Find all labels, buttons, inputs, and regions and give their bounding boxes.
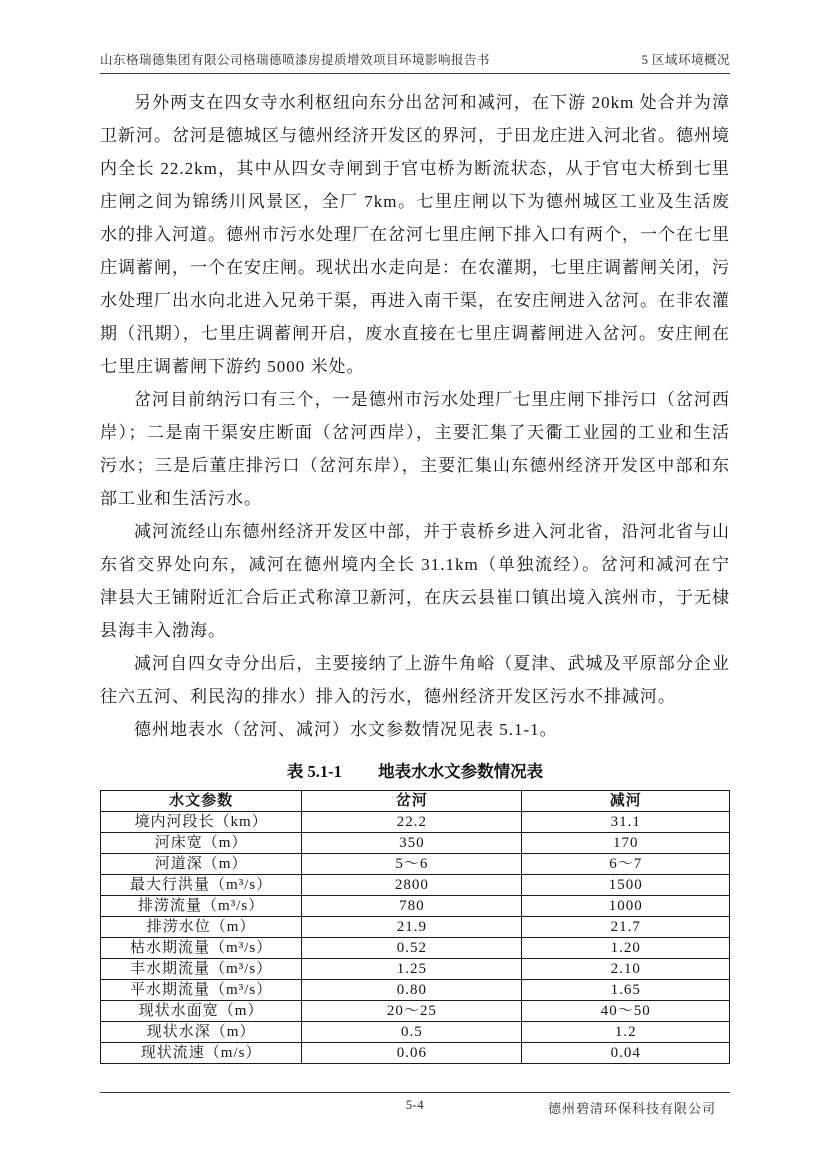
page-number: 5-4 <box>405 1098 425 1112</box>
table-row <box>101 917 730 938</box>
body-paragraph: 岔河目前纳污口有三个，一是德州市污水处理厂七里庄闸下排污口（岔河西岸）；二是南干渠安庄断面（岔河西岸），主要汇集了天衢工业园的工业和生活污水；三是后董庄排污口（岔河东岸），主要汇集山东德州经济开发区中部和东部工业和生活污水。 <box>100 390 730 508</box>
footer-company-name: 德州碧清环保科技有限公司 <box>547 1101 716 1116</box>
cell-parameter: 排涝流量（m³/s） <box>101 896 302 917</box>
table-row <box>101 833 730 854</box>
cell-chahe: 21.9 <box>302 917 522 938</box>
cell-chahe: 0.52 <box>302 938 522 959</box>
cell-jianhe: 1.2 <box>522 1022 730 1043</box>
column-header-jianhe: 减河 <box>522 791 730 812</box>
cell-jianhe: 21.7 <box>522 917 730 938</box>
cell-parameter: 境内河段长（km） <box>101 812 302 833</box>
table-row <box>101 938 730 959</box>
body-paragraph: 另外两支在四女寺水利枢纽向东分出岔河和减河，在下游 20km 处合并为漳卫新河。岔河是德城区与德州经济开发区的界河，于田龙庄进入河北省。德州境内全长 22.2km，其中从四女寺闸到于官屯桥为断流状态，从于官屯大桥到七里庄闸之间为锦绣川风景区，全厂 7km。七里庄闸以下为德州城区工业及生活废水的排入河道。德州市污水处理厂在岔河七里庄闸下排入口有两个，一个在七里庄调蓄闸，一个在安庄闸。现状出水走向是：在农灌期，七里庄调蓄闸关闭，污水处理厂出水向北进入兄弟干渠，再进入南干渠，在安庄闸进入岔河。在非农灌期（汛期），七里庄调蓄闸开启，废水直接在七里庄调蓄闸进入岔河。安庄闸在七里庄调蓄闸下游约 5000 米处。 <box>100 93 730 376</box>
cell-chahe: 0.80 <box>302 980 522 1001</box>
body-paragraph: 减河自四女寺分出后，主要接纳了上游牛角峪（夏津、武城及平原部分企业往六五河、利民沟的排水）排入的污水，德州经济开发区污水不排减河。 <box>100 654 730 706</box>
table-row <box>101 896 730 917</box>
cell-jianhe: 1500 <box>522 875 730 896</box>
cell-chahe: 350 <box>302 833 522 854</box>
table-row <box>101 875 730 896</box>
table-row <box>101 812 730 833</box>
cell-chahe: 22.2 <box>302 812 522 833</box>
column-header-chahe: 岔河 <box>302 791 522 812</box>
table-header-row <box>101 791 730 812</box>
cell-jianhe: 0.04 <box>522 1043 730 1064</box>
cell-parameter: 平水期流量（m³/s） <box>101 980 302 1001</box>
cell-jianhe: 1.20 <box>522 938 730 959</box>
cell-chahe: 0.06 <box>302 1043 522 1064</box>
footer-rule <box>100 1092 730 1093</box>
table-row <box>101 1043 730 1064</box>
table-row <box>101 1001 730 1022</box>
cell-chahe: 5～6 <box>302 854 522 875</box>
cell-parameter: 现状流速（m/s） <box>101 1043 302 1064</box>
table-row <box>101 980 730 1001</box>
table-caption-title: 地表水水文参数情况表 <box>378 762 544 781</box>
cell-parameter: 枯水期流量（m³/s） <box>101 938 302 959</box>
column-header-parameter: 水文参数 <box>101 791 302 812</box>
cell-parameter: 现状水面宽（m） <box>101 1001 302 1022</box>
cell-jianhe: 1.65 <box>522 980 730 1001</box>
cell-chahe: 780 <box>302 896 522 917</box>
header-rule <box>100 73 730 74</box>
cell-jianhe: 6～7 <box>522 854 730 875</box>
cell-jianhe: 170 <box>522 833 730 854</box>
table-row <box>101 1022 730 1043</box>
table-caption-label: 表 5.1-1 <box>286 762 342 781</box>
table-caption <box>100 758 730 782</box>
cell-parameter: 丰水期流量（m³/s） <box>101 959 302 980</box>
body-paragraph: 德州地表水（岔河、减河）水文参数情况见表 5.1-1。 <box>134 720 558 739</box>
cell-jianhe: 31.1 <box>522 812 730 833</box>
cell-chahe: 1.25 <box>302 959 522 980</box>
cell-parameter: 现状水深（m） <box>101 1022 302 1043</box>
cell-chahe: 2800 <box>302 875 522 896</box>
page-header <box>100 50 730 68</box>
table-row <box>101 959 730 980</box>
table-row <box>101 854 730 875</box>
page-content <box>100 86 730 1064</box>
cell-chahe: 0.5 <box>302 1022 522 1043</box>
cell-parameter: 最大行洪量（m³/s） <box>101 875 302 896</box>
cell-parameter: 河床宽（m） <box>101 833 302 854</box>
cell-parameter: 河道深（m） <box>101 854 302 875</box>
hydrology-parameters-table <box>100 790 730 1064</box>
cell-jianhe: 1000 <box>522 896 730 917</box>
cell-jianhe: 40～50 <box>522 1001 730 1022</box>
page-footer <box>100 1098 730 1116</box>
header-section-label: 5 区域环境概况 <box>641 53 730 67</box>
cell-chahe: 20～25 <box>302 1001 522 1022</box>
header-report-title: 山东格瑞德集团有限公司格瑞德喷漆房提质增效项目环境影响报告书 <box>100 53 491 67</box>
cell-jianhe: 2.10 <box>522 959 730 980</box>
body-paragraph: 减河流经山东德州经济开发区中部，并于袁桥乡进入河北省，沿河北省与山东省交界处向东，减河在德州境内全长 31.1km（单独流经）。岔河和减河在宁津县大王铺附近汇合后正式称漳卫新河，在庆云县崔口镇出境入滨州市，于无棣县海丰入渤海。 <box>100 522 730 640</box>
cell-parameter: 排涝水位（m） <box>101 917 302 938</box>
